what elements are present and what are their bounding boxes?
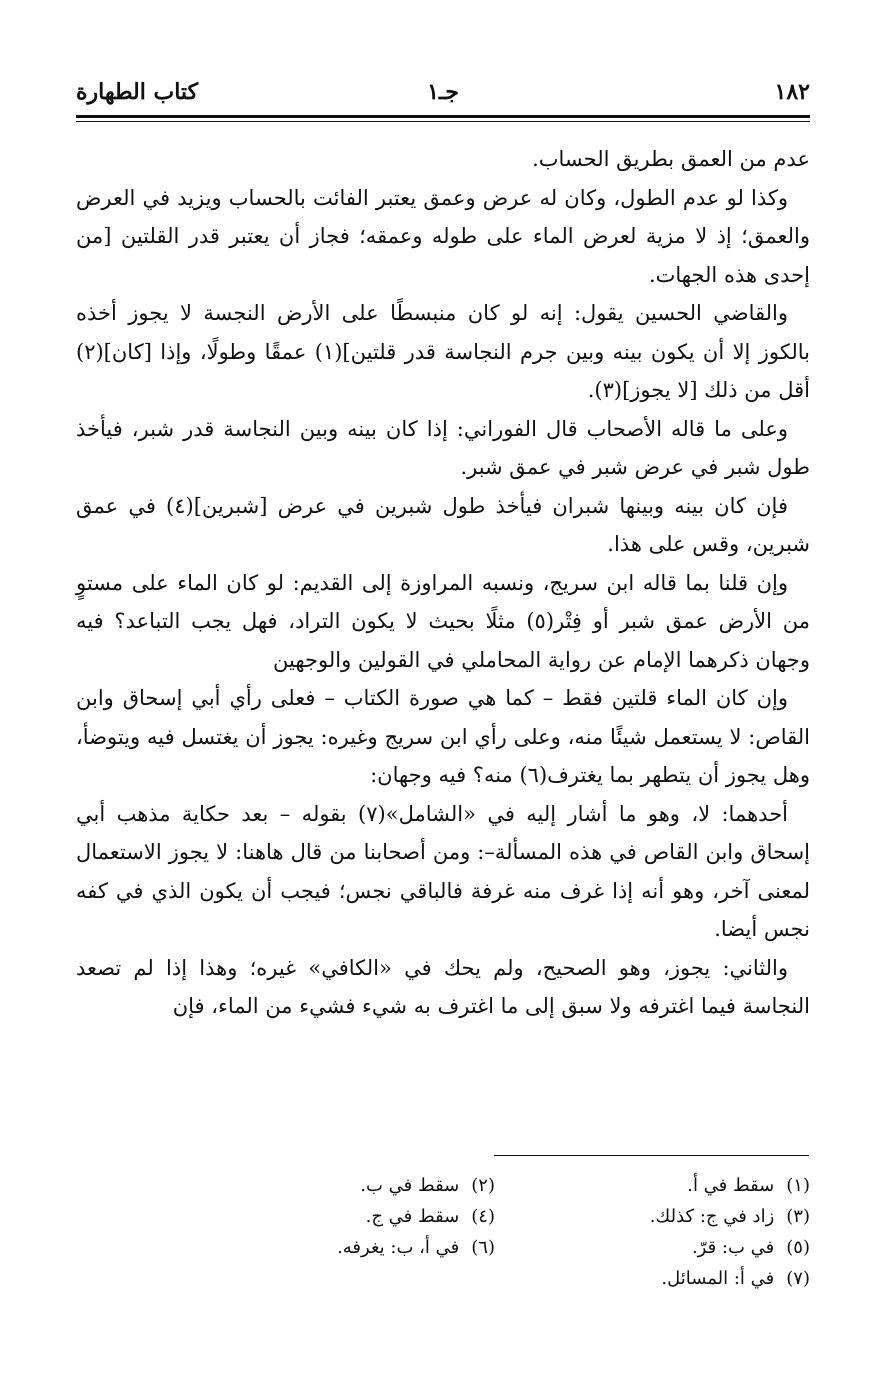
footnote-text: في ب: قرّ.: [691, 1237, 775, 1258]
footnote-separator: [494, 1155, 809, 1156]
volume-label: جـ١: [427, 79, 459, 105]
footnote: [535, 1263, 810, 1294]
book-title: كتاب الطهارة: [76, 79, 199, 105]
footnote-text: في أ: المسائل.: [661, 1268, 775, 1289]
footnote: [220, 1170, 495, 1201]
paragraph: وإن كان الماء قلتين فقط – كما هي صورة الكتاب – فعلى رأي أبي إسحاق وابن القاص: لا يستعمل شيئًا منه، وعلى رأي ابن سريج وغيره: يجوز أن يغتسل فيه ويتوضأ، وهل يجوز أن يتطهر بما يغترف(٦) منه؟ فيه وجهان:: [76, 686, 810, 787]
footnote: [535, 1201, 810, 1232]
paragraph: والثاني: يجوز، وهو الصحيح، ولم يحك في «الكافي» غيره؛ وهذا إذا لم تصعد النجاسة فيما اغترفه ولا سبق إلى ما اغترف به شيء فشيء من الماء، فإن: [76, 955, 810, 1018]
footnote: [220, 1201, 495, 1232]
paragraph: وإن قلنا بما قاله ابن سريج، ونسبه المراوزة إلى القديم: لو كان الماء على مستوٍ من الأرض عمق شبر أو فِتْر(٥) مثلًا بحيث لا يكون التراد، فهل يجب التباعد؟ فيه وجهان ذكرهما الإمام عن رواية المحاملي في القولين والوجهين: [76, 570, 810, 672]
footnote-number: (٥): [786, 1237, 810, 1258]
paragraph: عدم من العمق بطريق الحساب.: [532, 147, 810, 171]
footnote-number: (٦): [471, 1237, 495, 1258]
main-text: [76, 140, 810, 1026]
footnote-text: زاد في ج: كذلك.: [649, 1206, 775, 1227]
footnote-number: (٤): [471, 1206, 495, 1227]
footnote: [535, 1170, 810, 1201]
running-head: [76, 75, 810, 111]
paragraph: والقاضي الحسين يقول: إنه لو كان منبسطًا على الأرض النجسة لا يجوز أخذه بالكوز إلا أن يكون بينه وبين جرم النجاسة قدر قلتين](١) عمقًا وطولًا، وإذا [كان](٢) أقل من ذلك [لا يجوز](٣).: [76, 301, 811, 402]
footnote-number: (١): [786, 1175, 810, 1196]
footnote-number: (٧): [786, 1268, 810, 1289]
paragraph: وعلى ما قاله الأصحاب قال الفوراني: إذا كان بينه وبين النجاسة قدر شبر، فيأخذ طول شبر في عرض شبر في عمق شبر.: [76, 416, 810, 479]
footnote-number: (٣): [786, 1206, 810, 1227]
paragraph: أحدهما: لا، وهو ما أشار إليه في «الشامل»(٧) بقوله – بعد حكاية مذهب أبي إسحاق وابن القاص في هذه المسألة–: ومن أصحابنا من قال هاهنا: لا يجوز الاستعمال لمعنى آخر، وهو أنه إذا غرف منه غرفة فالباقي نجس؛ فيجب أن يكون الذي في كفه نجس أيضا.: [76, 801, 810, 941]
footnote-text: سقط في أ.: [687, 1175, 775, 1196]
footnote-text: في أ، ب: يغرفه.: [337, 1237, 460, 1258]
footnote: [220, 1232, 495, 1263]
header-rule-thick: [76, 115, 810, 118]
footnote-number: (٢): [471, 1175, 495, 1196]
footnote: [535, 1232, 810, 1263]
footnote-text: سقط في ب.: [360, 1175, 460, 1196]
header-rule-thin: [76, 121, 810, 122]
paragraph: وكذا لو عدم الطول، وكان له عرض وعمق يعتبر الفائت بالحساب ويزيد في العرض والعمق؛ إذ لا مزية لعرض الماء على طوله وعمقه؛ فجاز أن يعتبر قدر القلتين [من إحدى هذه الجهات.: [76, 185, 810, 287]
paragraph: فإن كان بينه وبينها شبران فيأخذ طول شبرين في عرض [شبرين](٤) في عمق شبرين، وقس على هذا.: [76, 493, 810, 556]
footnote-text: سقط في ج.: [365, 1206, 460, 1227]
footnotes: [220, 1170, 810, 1294]
page-number: ١٨٢: [774, 79, 810, 105]
